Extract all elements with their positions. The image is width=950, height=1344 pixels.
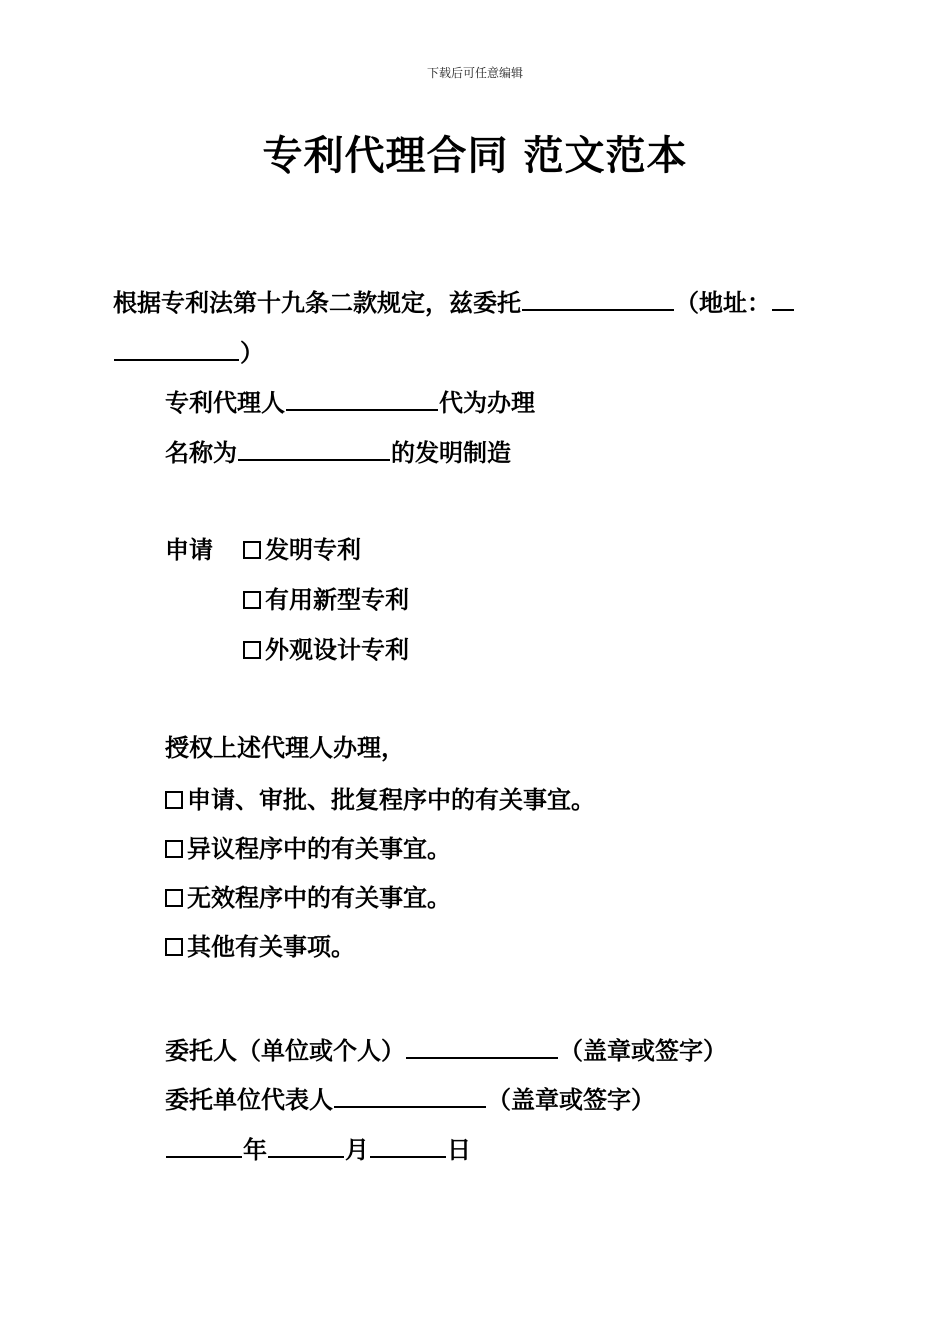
apply-option-label: 发明专利 <box>265 535 361 564</box>
day-blank[interactable] <box>370 1132 446 1158</box>
checkbox[interactable] <box>165 938 183 956</box>
apply-option-invention <box>243 535 361 565</box>
agent-prefix: 专利代理人 <box>165 388 285 417</box>
authorize-item <box>165 883 451 913</box>
intro-line-2 <box>113 335 264 368</box>
representative-signature-blank[interactable] <box>334 1082 486 1108</box>
address-blank-end[interactable] <box>114 335 239 361</box>
checkbox[interactable] <box>165 791 183 809</box>
principal-prefix: 委托人（单位或个人） <box>165 1036 405 1065</box>
apply-option-label: 有用新型专利 <box>265 585 409 614</box>
authorize-item-label: 申请、审批、批复程序中的有关事宜。 <box>187 785 595 814</box>
address-label: （地址： <box>675 288 771 317</box>
principal-suffix: （盖章或签字） <box>559 1036 727 1065</box>
authorize-item <box>165 834 451 864</box>
authorize-item-label: 无效程序中的有关事宜。 <box>187 883 451 912</box>
year-blank[interactable] <box>166 1132 242 1158</box>
apply-option-label: 外观设计专利 <box>265 635 409 664</box>
apply-option-design <box>243 635 409 665</box>
date-line <box>165 1132 471 1165</box>
authorize-heading: 授权上述代理人办理， <box>165 733 405 762</box>
header-note: 下载后可任意编辑 <box>426 66 523 80</box>
apply-label: 申请 <box>165 535 213 564</box>
month-label: 月 <box>345 1135 369 1164</box>
document-title: 专利代理合同 范文范本 <box>262 132 688 179</box>
representative-prefix: 委托单位代表人 <box>165 1085 333 1114</box>
representative-signature-line <box>165 1082 655 1115</box>
checkbox[interactable] <box>165 889 183 907</box>
agent-line <box>165 385 535 418</box>
checkbox[interactable] <box>165 840 183 858</box>
day-label: 日 <box>447 1135 471 1164</box>
checkbox[interactable] <box>243 591 261 609</box>
invention-suffix: 的发明制造 <box>391 438 511 467</box>
month-blank[interactable] <box>268 1132 344 1158</box>
authorize-item-label: 其他有关事项。 <box>187 932 355 961</box>
invention-line <box>165 435 511 468</box>
principal-name-blank[interactable] <box>522 285 674 311</box>
invention-name-blank[interactable] <box>238 435 390 461</box>
intro-line-1 <box>113 285 795 318</box>
invention-prefix: 名称为 <box>165 438 237 467</box>
principal-signature-blank[interactable] <box>406 1033 558 1059</box>
checkbox[interactable] <box>243 541 261 559</box>
address-close: ） <box>240 338 264 367</box>
authorize-item <box>165 785 595 815</box>
agent-name-blank[interactable] <box>286 385 438 411</box>
principal-signature-line <box>165 1033 727 1066</box>
authorize-item-label: 异议程序中的有关事宜。 <box>187 834 451 863</box>
representative-suffix: （盖章或签字） <box>487 1085 655 1114</box>
intro-text: 根据专利法第十九条二款规定，兹委托 <box>113 288 521 317</box>
address-blank-start[interactable] <box>772 285 794 311</box>
authorize-item <box>165 932 355 962</box>
checkbox[interactable] <box>243 641 261 659</box>
apply-option-utility <box>243 585 409 615</box>
year-label: 年 <box>243 1135 267 1164</box>
agent-suffix: 代为办理 <box>439 388 535 417</box>
